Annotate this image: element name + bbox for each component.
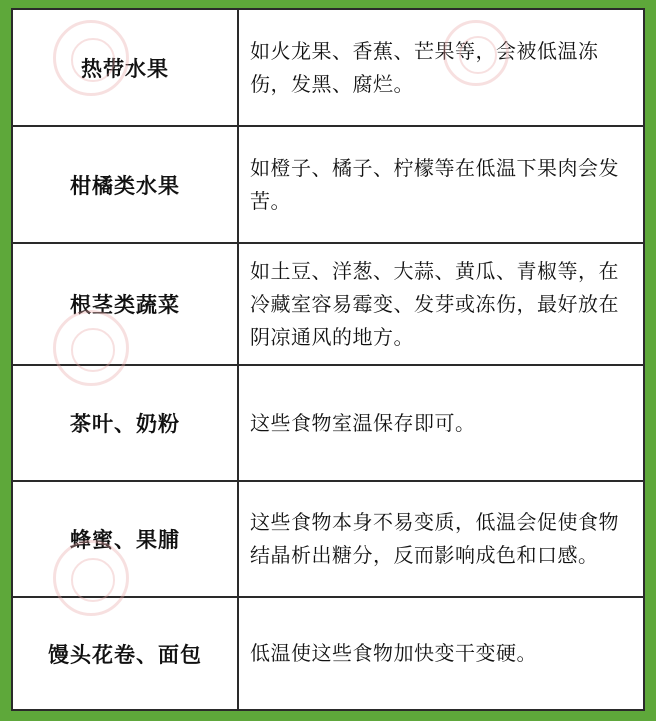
row-description: 这些食物本身不易变质，低温会促使食物结晶析出糖分，反而影响成色和口感。 [250,510,619,567]
row-category: 蜂蜜、果脯 [13,482,239,596]
table-row [13,598,643,709]
row-description: 这些食物室温保存即可。 [250,410,476,435]
food-storage-table [13,10,643,709]
table-row [13,244,643,366]
row-description: 如橙子、橘子、柠檬等在低温下果肉会发苦。 [250,155,619,213]
row-category: 柑橘类水果 [13,127,239,242]
row-category: 热带水果 [13,10,239,125]
row-category: 馒头花卷、面包 [13,598,239,709]
food-storage-table-frame [11,8,645,711]
row-description: 如土豆、洋葱、大蒜、黄瓜、青椒等，在冷藏室容易霉变、发芽或冻伤，最好放在阴凉通风的地方。 [250,258,619,349]
table-row [13,482,643,598]
row-category: 根茎类蔬菜 [13,244,239,364]
row-description: 低温使这些食物加快变干变硬。 [250,641,537,665]
table-row [13,10,643,127]
row-description: 如火龙果、香蕉、芒果等，会被低温冻伤，发黑、腐烂。 [250,38,599,96]
table-row [13,366,643,482]
table-row [13,127,643,244]
row-category: 茶叶、奶粉 [13,366,239,480]
